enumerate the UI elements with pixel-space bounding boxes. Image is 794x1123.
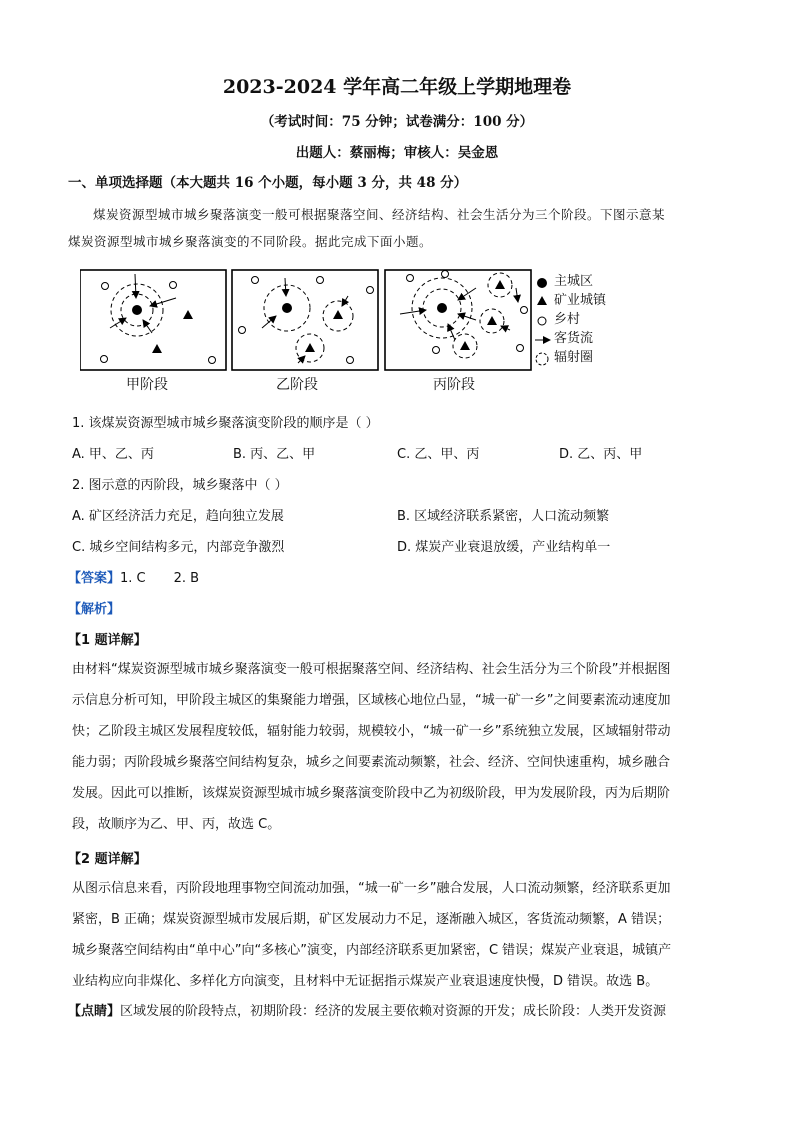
intro-line: 煤炭资源型城市城乡聚落演变一般可根据聚落空间、经济结构、社会生活分为三个阶段。下图示意某 (93, 207, 666, 222)
detail-1-line: 发展。因此可以推断，该煤炭资源型城市城乡聚落演变阶段中乙为初级阶段，甲为发展阶段，丙为后期阶 (72, 786, 671, 801)
legend-symbols (535, 278, 550, 365)
q2-option-a: A. 矿区经济活力充足，趋向独立发展 (72, 509, 284, 524)
comment-text: 区域发展的阶段特点，初期阶段：经济的发展主要依赖对资源的开发；成长阶段：人类开发资源 (120, 1004, 667, 1019)
detail-2-line: 业结构应向非煤化、多样化方向演变，且材料中无证据指示煤炭产业衰退速度快慢，D 错误。故选 B。 (72, 974, 659, 989)
detail-1-tag: 【1 题详解】 (68, 633, 147, 648)
answer-q1: 1. C (120, 571, 146, 586)
exam-info: （考试时间：75 分钟；试卷满分：100 分） (260, 114, 534, 130)
question-2-stem: 2. 图示意的丙阶段，城乡聚落中（ ） (72, 478, 288, 493)
legend (554, 272, 606, 367)
detail-1-line: 示信息分析可知，甲阶段主城区的集聚能力增强，区域核心地位凸显，“城一矿一乡”之间要素流动速度加 (72, 693, 671, 708)
question-1-stem: 1. 该煤炭资源型城市城乡聚落演变阶段的顺序是（ ） (72, 416, 379, 431)
q1-option-a: A. 甲、乙、丙 (72, 447, 154, 462)
detail-1-line: 快；乙阶段主城区发展程度较低，辐射能力较弱，规模较小，“城一矿一乡”系统独立发展，区域辐射带动 (72, 724, 671, 739)
intro-line: 煤炭资源型城市城乡聚落演变的不同阶段。据此完成下面小题。 (68, 234, 433, 249)
stage-label-bing: 丙阶段 (433, 377, 475, 393)
detail-2-line: 城乡聚落空间结构由“单中心”向“多核心”演变，内部经济联系更加紧密，C 错误；煤炭产业衰退，城镇产 (72, 943, 672, 958)
legend-flow: 客货流 (554, 331, 594, 346)
q2-option-b: B. 区域经济联系紧密，人口流动频繁 (397, 509, 610, 524)
panel-bing (385, 270, 531, 370)
detail-2-text (72, 873, 722, 997)
stage-diagram (80, 268, 720, 398)
intro-paragraph (68, 201, 728, 255)
stage-figure (80, 268, 720, 402)
section-heading: 一、单项选择题（本大题共 16 个小题，每小题 3 分，共 48 分） (68, 175, 468, 191)
stage-label-yi: 乙阶段 (276, 377, 318, 393)
q2-option-c: C. 城乡空间结构多元，内部竞争激烈 (72, 540, 285, 555)
q1-option-c: C. 乙、甲、丙 (397, 447, 480, 462)
legend-mining-town: 矿业城镇 (554, 293, 607, 308)
detail-2-line: 从图示信息来看，丙阶段地理事物空间流动加强，“城一矿一乡”融合发展，人口流动频繁，经济联系更加 (72, 881, 671, 896)
q1-option-b: B. 丙、乙、甲 (233, 447, 316, 462)
detail-1-line: 由材料“煤炭资源型城市城乡聚落演变一般可根据聚落空间、经济结构、社会生活分为三个阶段”并根据图 (72, 662, 671, 677)
panel-jia (80, 270, 226, 370)
legend-main-city: 主城区 (554, 274, 594, 289)
detail-2-tag: 【2 题详解】 (68, 852, 147, 867)
stage-label-jia: 甲阶段 (126, 377, 168, 393)
comment-tag: 【点睛】 (68, 1004, 121, 1019)
detail-1-text (72, 654, 722, 840)
detail-1-line: 段，故顺序为乙、甲、丙，故选 C。 (72, 817, 281, 832)
legend-radiation: 辐射圈 (554, 350, 594, 365)
detail-2-line: 紧密，B 正确；煤炭资源型城市发展后期，矿区发展动力不足，逐渐融入城区，客货流动频繁，A 错误； (72, 912, 671, 927)
authors-line: 出题人：蔡丽梅；审核人：吴金恩 (295, 145, 499, 161)
q1-option-d: D. 乙、丙、甲 (559, 447, 643, 462)
answer-tag: 【答案】 (68, 571, 121, 586)
answer-q2: 2. B (173, 571, 200, 586)
panel-yi (232, 270, 378, 370)
detail-1-line: 能力弱；丙阶段城乡聚落空间结构复杂，城乡之间要素流动频繁，社会、经济、空间快速重构，城乡融合 (72, 755, 671, 770)
legend-village: 乡村 (554, 312, 581, 327)
q2-option-d: D. 煤炭产业衰退放缓，产业结构单一 (397, 540, 611, 555)
page-title: 2023-2024 学年高二年级上学期地理卷 (222, 76, 572, 98)
answer-line (68, 567, 199, 586)
comment-line (68, 1000, 728, 1019)
analysis-tag: 【解析】 (68, 602, 121, 617)
